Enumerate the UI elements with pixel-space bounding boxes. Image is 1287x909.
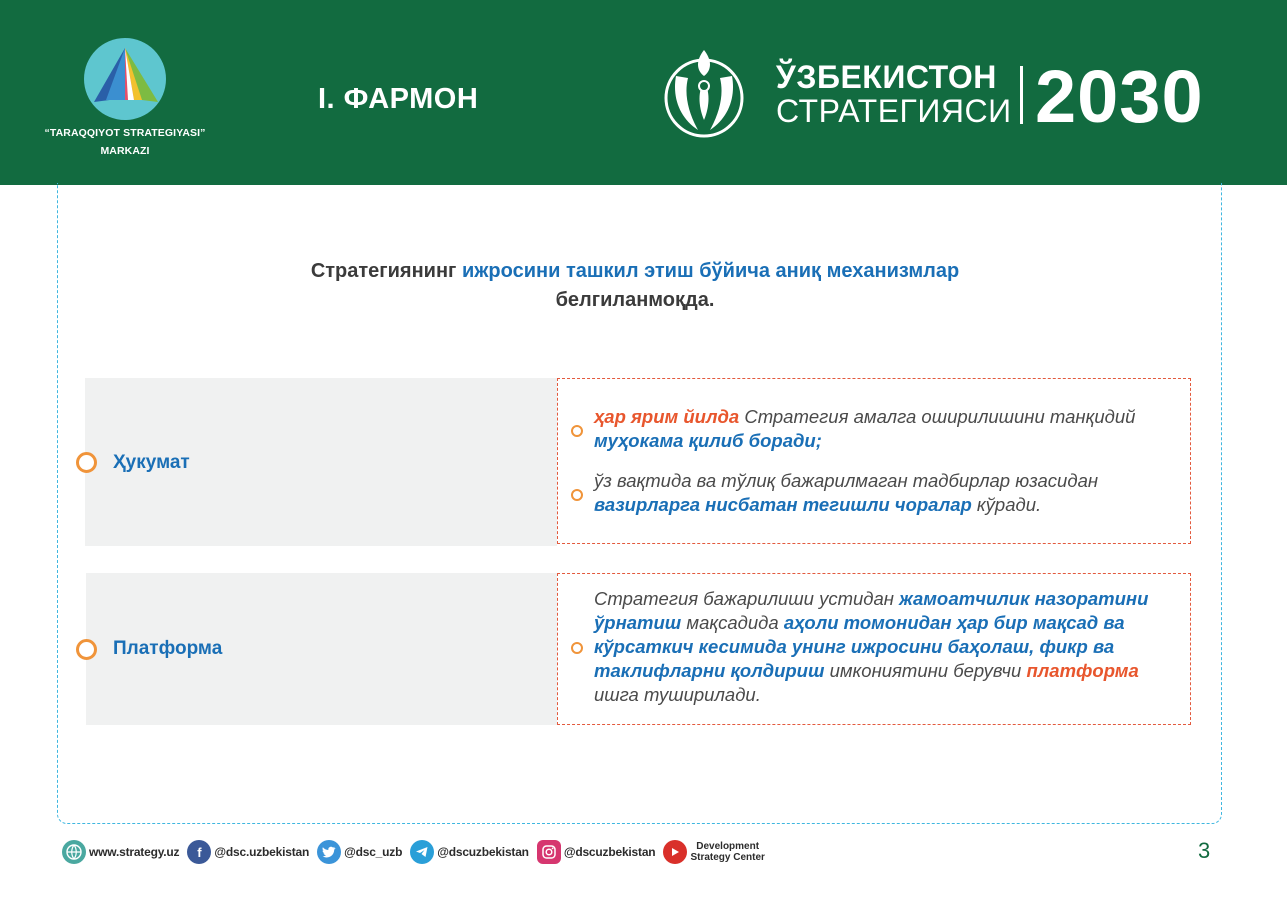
row-label-platform: Платформа (113, 638, 223, 659)
footer-telegram[interactable] (410, 840, 529, 864)
item-text: ишга туширилади. (594, 684, 761, 705)
tent-logo-icon (84, 38, 166, 120)
item-text: ўз вақтида ва тўлиқ бажарилмаган тадбирлар юзасидан (594, 470, 1099, 491)
item-bullet-icon (571, 642, 583, 654)
item-bullet-icon (571, 425, 583, 437)
item-bullet-icon (571, 489, 583, 501)
instagram-handle[interactable]: @dscuzbekistan (563, 845, 656, 859)
intro-highlight: ижросини ташкил этиш бўйича аниқ механизмлар (461, 260, 960, 282)
intro-part2: белгиланмоқда. (555, 289, 715, 311)
item-text: кўради. (971, 494, 1042, 515)
item-text: Стратегия бажарилиши устидан (594, 588, 900, 609)
twitter-icon (317, 840, 341, 864)
facebook-icon: f (187, 840, 211, 864)
telegram-handle[interactable]: @dscuzbekistan (437, 845, 529, 859)
logo-text-line1: “TARAQQIYOT STRATEGIYASI” (44, 127, 206, 139)
telegram-icon (410, 840, 434, 864)
globe-icon (62, 840, 86, 864)
footer-facebook[interactable] (187, 840, 309, 864)
item-text: имкониятини берувчи (824, 660, 1027, 681)
row-detail-panel-government (557, 378, 1191, 544)
title-divider (1020, 66, 1023, 124)
website-link[interactable]: www.strategy.uz (89, 845, 180, 859)
state-emblem-icon (662, 46, 746, 146)
page-number: 3 (1198, 838, 1211, 863)
government-item-2 (594, 469, 1179, 517)
government-item-1 (594, 405, 1174, 453)
highlight-blue: жамоатчилик назоратини ўрнатиш (594, 588, 1149, 633)
highlight-orange: платформа (1026, 660, 1139, 681)
twitter-handle[interactable]: @dsc_uzb (344, 845, 403, 859)
facebook-handle[interactable]: @dsc.uzbekistan (214, 845, 310, 859)
footer-youtube[interactable] (663, 840, 764, 864)
youtube-icon (663, 840, 687, 864)
row-bullet-icon (76, 452, 97, 473)
youtube-channel-line2: Strategy Center (690, 852, 765, 863)
platform-item (594, 587, 1184, 707)
footer-contacts (62, 838, 773, 866)
logo-text-line2: MARKAZI (100, 145, 150, 157)
item-text: Стратегия амалга оширилишини танқидий (739, 406, 1136, 427)
row-bullet-icon (76, 639, 97, 660)
highlight-blue: муҳокама қилиб боради; (594, 430, 822, 451)
intro-part1: Стратегиянинг (310, 260, 462, 282)
strategy-year: 2030 (1035, 55, 1204, 138)
intro-statement (100, 257, 1170, 315)
header-banner (0, 0, 1287, 185)
highlight-orange: ҳар ярим йилда (594, 406, 740, 427)
footer-website[interactable] (62, 840, 179, 864)
instagram-icon (537, 840, 561, 864)
footer-twitter[interactable] (317, 840, 402, 864)
row-label-government: Ҳукумат (113, 452, 190, 473)
footer-instagram[interactable] (537, 840, 656, 864)
organization-logo (30, 38, 220, 160)
item-text: мақсадида (681, 612, 784, 633)
youtube-channel-line1: Development (696, 841, 760, 852)
strategy-title-line1: ЎЗБЕКИСТОН (776, 59, 997, 95)
decree-title: I. ФАРМОН (318, 83, 479, 115)
strategy-title-line2: СТРАТЕГИЯСИ (776, 93, 1012, 129)
youtube-channel[interactable] (690, 841, 764, 863)
highlight-blue: аҳоли томонидан ҳар бир мақсад ва кўрсаткич кесимида унинг ижросини баҳолаш, фикр ва таклифларни қолдириш (594, 612, 1125, 681)
highlight-blue: вазирларга нисбатан тегишли чоралар (594, 494, 972, 515)
strategy-title (776, 60, 1012, 128)
